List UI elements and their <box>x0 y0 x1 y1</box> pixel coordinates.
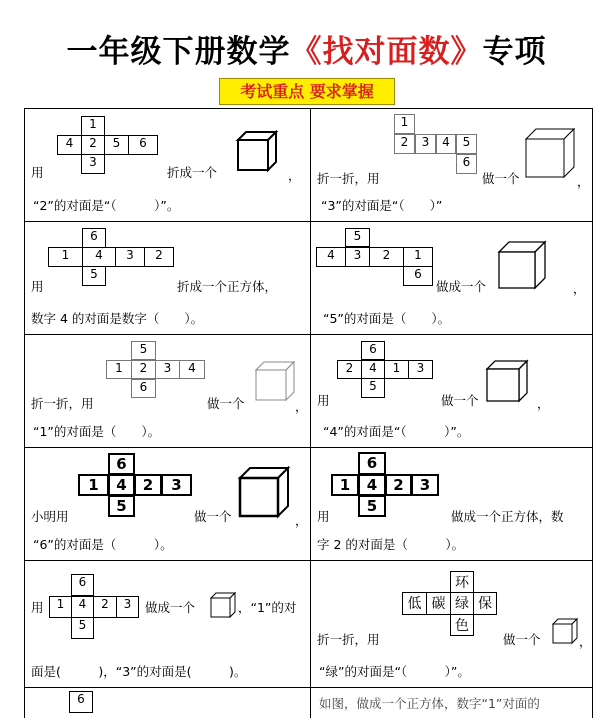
question-4: 5 4 3 2 1 6 做成一个 ， “5”的对面是（ ）。 <box>311 222 595 334</box>
question-3: 6 1 4 3 2 5 用 折成一个正方体， 数字 4 的对面是数字（ ）。 <box>31 229 278 326</box>
question-11: 6 <box>25 688 309 718</box>
question-10: 环 低 碳 绿 保 色 折一折，用 做一个 ， “绿”的对面是“（ ）”。 <box>311 561 595 687</box>
question-1: 1 4 2 5 6 3 用 折成一个 ， “2”的对面是“（ ）”。 <box>31 117 301 213</box>
cube-icon <box>211 593 237 619</box>
cube-icon <box>240 468 290 518</box>
key-point-badge: 考试重点 要求掌握 <box>219 78 395 105</box>
cube-icon <box>526 129 576 179</box>
cube-icon <box>499 242 547 290</box>
question-9: 6 1 4 2 3 5 用 做成一个 ，“1”的对 面是( )，“3”的对面是( )。 <box>31 575 297 679</box>
cube-icon <box>238 132 278 172</box>
cube-icon <box>553 619 579 645</box>
question-7: 6 1 4 2 3 5 小明用 做一个 ， “6”的对面是（ ）。 <box>31 455 308 552</box>
question-8: 6 1 4 2 3 5 用 做成一个正方体，数 字 2 的对面是（ ）。 <box>317 454 564 552</box>
cube-icon <box>256 362 296 402</box>
question-2: 1 2 3 4 5 6 折一折，用 做一个 ， “3”的对面是“（ ）” <box>317 115 590 213</box>
worksheet-grid <box>24 108 593 718</box>
question-12: 如图，做成一个正方体，数字“1”对面的 <box>319 696 540 711</box>
question-5: 5 1 2 3 4 6 折一折，用 做一个 ， “1”的对面是（ ）。 <box>31 342 308 439</box>
question-6: 6 2 4 1 3 5 用 做一个 ， “4”的对面是“（ ）”。 <box>317 342 550 439</box>
cube-icon <box>487 361 531 405</box>
page-title: 一年级下册数学《找对面数》专项 <box>66 34 547 70</box>
